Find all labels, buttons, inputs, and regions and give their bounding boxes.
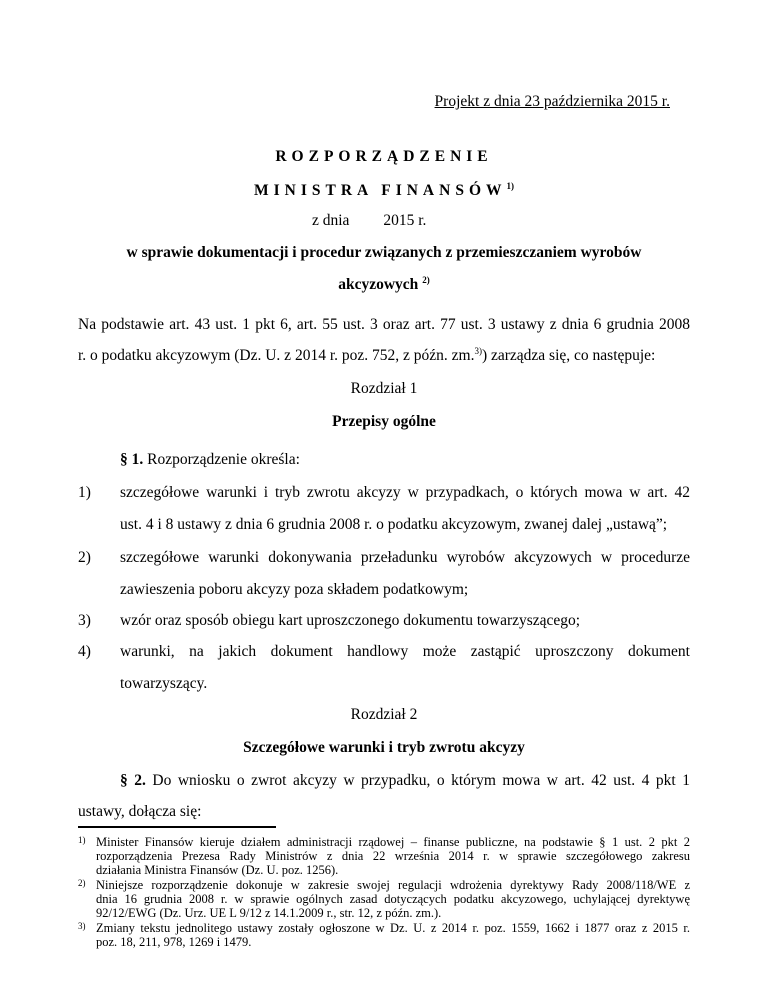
list-item-line: szczegółowe warunki dokonywania przeładunku wyrobów akcyzowych w procedurze [120,549,690,566]
preamble-line-2 [78,347,655,365]
chapter-2-title: Szczegółowe warunki i tryb zwrotu akcyzy [243,739,525,756]
document-title: ROZPORZĄDZENIE [275,148,493,165]
date-year: 2015 r. [383,212,427,229]
list-item-number: 4) [78,643,91,660]
preamble-line-1: Na podstawie art. 43 ust. 1 pkt 6, art. 55 ust. 3 oraz art. 77 ust. 3 ustawy z dnia 6 grudnia 2008 [78,316,690,333]
footnote-line: dnia 16 grudnia 2008 r. w sprawie ogólnych zasad dotyczących podatku akcyzowego, uchylającej dyrektywę [96,892,690,906]
list-item-line: szczegółowe warunki i tryb zwrotu akcyzy w przypadkach, o których mowa w art. 42 [120,484,690,501]
footnote-ref-3: 3) [474,345,482,356]
issuer-name: MINISTRA FINANSÓW [253,182,507,199]
issuer-title [0,182,768,200]
list-item-number: 2) [78,549,91,566]
list-item-number: 3) [78,612,91,629]
footnote-ref-1: 1) [506,180,514,191]
chapter-1-heading: Rozdział 1 [350,380,418,397]
section-mark: § 1. [120,451,144,468]
footnote-line: Zmiany tekstu jednolitego ustawy zostały ogłoszone w Dz. U. z 2014 r. poz. 1559, 1662 i 1877 oraz z 2015 r. [96,921,690,935]
footnote-line: działania Ministra Finansów (Dz. U. poz. 1256). [96,863,339,877]
chapter-1-title: Przepisy ogólne [332,413,436,430]
section-2-line-2: ustawy, dołącza się: [78,803,202,820]
footnote-line: Minister Finansów kieruje działem administracji rządowej – finanse publiczne, na podstawie § 1 ust. 2 pkt 2 [96,835,690,849]
footnote-mark: 3) [78,921,86,931]
footnote-separator [78,826,276,828]
list-item-line: towarzyszący. [120,675,208,692]
list-item-line: warunki, na jakich dokument handlowy może zastąpić uproszczony dokument [120,643,690,660]
preamble-text-a: r. o podatku akcyzowym (Dz. U. z 2014 r. poz. 752, z późn. zm. [78,347,475,364]
footnote-line: rozporządzenia Prezesa Rady Ministrów z dnia 22 września 2014 r. w sprawie szczegółowego zakresu [96,849,690,863]
project-date: Projekt z dnia 23 października 2015 r. [434,93,670,110]
chapter-2-heading-visible: Rozdział 2 [350,706,418,723]
list-item-line: ust. 4 i 8 ustawy z dnia 6 grudnia 2008 r. o podatku akcyzowym, zwanej dalej „ustawą”; [120,516,668,533]
footnote-mark: 2) [78,878,86,888]
date-line [312,212,426,230]
list-item-line: wzór oraz sposób obiegu kart uproszczonego dokumentu towarzyszącego; [120,612,581,629]
section-text: Do wniosku o zwrot akcyzy w przypadku, o którym mowa w art. 42 ust. 4 pkt 1 [145,772,690,789]
footnote-line: 92/12/EWG (Dz. Urz. UE L 9/12 z 14.1.2009 r., str. 12, z późn. zm.). [96,906,442,920]
list-item-number: 1) [78,484,91,501]
list-item-line: zawieszenia poboru akcyzy poza składem podatkowym; [120,581,469,598]
footnote-mark: 1) [78,835,86,845]
subject-line-1: w sprawie dokumentacji i procedur związanych z przemieszczaniem wyrobów [126,244,642,261]
footnote-line: poz. 18, 211, 978, 1269 i 1479. [96,935,252,949]
preamble-text-b: ) zarządza się, co następuje: [481,347,656,364]
section-1-intro [120,451,300,469]
section-2-line-1 [120,772,690,790]
section-mark: § 2. [120,772,146,789]
date-prefix: z dnia [312,212,350,229]
subject-line-2 [0,276,768,294]
footnote-ref-2: 2) [422,274,430,285]
subject-text: akcyzowych [338,276,419,293]
section-text: Rozporządzenie określa: [143,451,300,468]
footnote-line: Niniejsze rozporządzenie dokonuje w zakresie swojej regulacji wdrożenia dyrektywy Rady 2008/118/WE z [96,878,690,892]
